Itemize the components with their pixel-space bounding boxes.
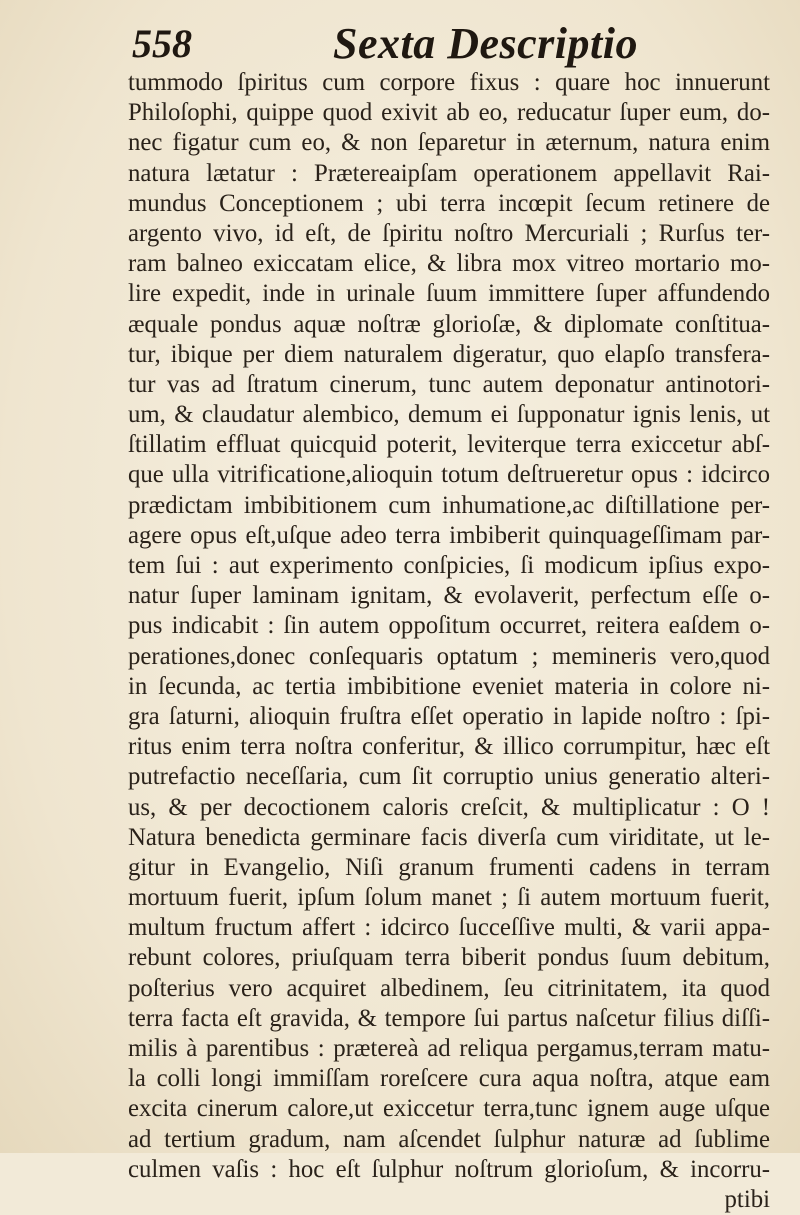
- text-line: us, & per decoctionem caloris creſcit, & multiplicatur : O !: [128, 793, 770, 821]
- text-line: um, & claudatur alembico, demum ei ſupponatur ignis lenis, ut: [128, 401, 770, 429]
- text-line: prædictam imbibitionem cum inhumatione,ac diſtillatione per-: [128, 491, 770, 519]
- text-line: mundus Conceptionem ; ubi terra incœpit ſecum retinere de: [128, 189, 770, 217]
- text-line: tem ſui : aut experimento conſpicies, ſi modicum ipſius expo-: [128, 552, 770, 579]
- text-line: multum fructum affert : idcirco ſucceſſive multi, & varii appa-: [128, 914, 770, 942]
- text-line: ptibi: [724, 1185, 770, 1213]
- text-line: excita cinerum calore,ut exiccetur terra,tunc ignem auge uſque: [128, 1095, 770, 1123]
- text-line: putrefactio neceſſaria, cum ſit corruptio unius generatio alteri-: [128, 763, 770, 791]
- page-header: [128, 18, 708, 74]
- text-line: nec figatur cum eo, & non ſeparetur in æternum, natura enim: [128, 129, 770, 157]
- text-line: mortuum fuerit, ipſum ſolum manet ; ſi autem mortuum fuerit,: [128, 884, 770, 912]
- text-line: natur ſuper laminam ignitam, & evolaverit, perfectum eſſe o-: [128, 582, 770, 610]
- text-line: poſterius vero acquiret albedinem, ſeu citrinitatem, ita quod: [128, 974, 770, 1002]
- text-line: gitur in Evangelio, Niſi granum frumenti cadens in terram: [128, 853, 770, 881]
- text-line: tur, ibique per diem naturalem digeratur, quo elapſo transfera-: [128, 340, 770, 368]
- page-number: 558: [132, 21, 192, 66]
- text-line: Natura benedicta germinare facis diverſa cum viriditate, ut le-: [128, 823, 770, 851]
- text-line: tur vas ad ſtratum cinerum, tunc autem deponatur antinotori-: [128, 370, 770, 398]
- text-line: que ulla vitrificatione,alioquin totum deſtrueretur opus : idcirco: [128, 461, 770, 489]
- text-line: argento vivo, id eſt, de ſpiritu noſtro Mercuriali ; Rurſus ter-: [128, 219, 770, 247]
- text-line: agere opus eſt,uſque adeo terra imbiberit quinquageſſimam par-: [128, 521, 770, 549]
- text-line: la colli longi immiſſam roreſcere cura aqua noſtra, atque eam: [128, 1065, 770, 1093]
- text-line: rebunt colores, priuſquam terra biberit pondus ſuum debitum,: [128, 944, 770, 972]
- text-line: terra facta eſt gravida, & tempore ſui partus naſcetur filius diſſi-: [128, 1004, 770, 1032]
- text-line: tummodo ſpiritus cum corpore fixus : quare hoc innuerunt: [128, 69, 770, 96]
- text-line: Philoſophi, quippe quod exivit ab eo, reducatur ſuper eum, do-: [128, 99, 770, 127]
- text-line: perationes,donec conſequaris optatum ; memineris vero,quod: [128, 642, 770, 670]
- text-line: in ſecunda, ac tertia imbibitione eveniet materia in colore ni-: [128, 672, 770, 700]
- text-line: ram balneo exiccatam elice, & libra mox vitreo mortario mo-: [128, 250, 770, 278]
- text-line: pus indicabit : ſin autem oppoſitum occurret, reitera eaſdem o-: [128, 612, 770, 640]
- body-text: [128, 68, 770, 1215]
- text-line: æquale pondus aquæ noſtræ glorioſæ, & diplomate conſtitua-: [128, 310, 770, 338]
- text-line: ſtillatim effluat quicquid poterit, leviterque terra exiccetur abſ-: [128, 431, 770, 459]
- text-line: lire expedit, inde in urinale ſuum immittere ſuper affundendo: [128, 280, 770, 308]
- running-title: Sexta Descriptio: [333, 19, 638, 68]
- text-line: milis à parentibus : prætereà ad reliqua pergamus,terram matu-: [128, 1035, 770, 1062]
- text-line: culmen vaſis : hoc eſt ſulphur noſtrum glorioſum, & incorru-: [128, 1155, 770, 1183]
- text-line: ad tertium gradum, nam aſcendet ſulphur naturæ ad ſublime: [128, 1125, 770, 1153]
- text-line: gra ſaturni, alioquin fruſtra eſſet operatio in lapide noſtro : ſpi-: [128, 702, 770, 730]
- text-line: ritus enim terra noſtra conferitur, & illico corrumpitur, hæc eſt: [128, 733, 770, 761]
- text-line: natura lætatur : Prætereaipſam operationem appellavit Rai-: [128, 159, 770, 187]
